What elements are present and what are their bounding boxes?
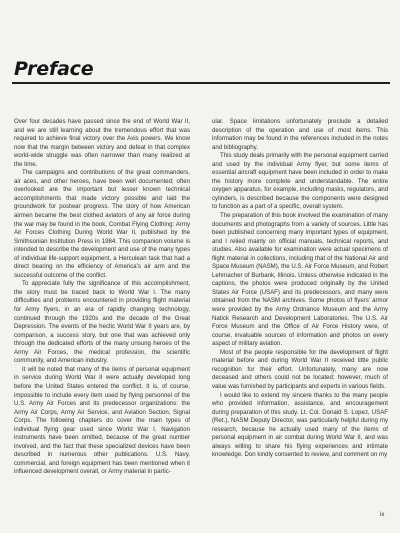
paragraph: To appreciate fully the significance of this accomplishment, the story must be traced back to World War I. The many difficulties and problems encountered in providing flight material for Army flyers, in an era of rapidly changing technology, continued through the 1920s and the decade of the Great Depression. The events of the hectic World War II years are, by comparison, a success story, but one that was achieved only through the dedicated efforts of the many unsung heroes of the Army Air Forces, the medical profession, the scientific community, and American industry. xyxy=(14,280,190,365)
paragraph: I would like to extend my sincere thanks to the many people who provided information, assistance, and encouragement during preparation of this study. Lt. Col. Donald S. Lopez, USAF (Ret.), NASM Deputy Director, was particularly helpful during my research, because he actually used many of the items of personal equipment in air combat during World War II, and was always willing to share his flying experiences and intimate knowledge. Don kindly consented to review, and comment on my xyxy=(212,391,388,459)
page-title: Preface xyxy=(14,58,94,80)
paragraph: Over four decades have passed since the end of World War II, and we are still learning about the tremendous effort that was required to achieve final victory over the Axis powers. We know now that the margin between victory and defeat in that complex world-wide struggle was often narrower than many realized at the time. xyxy=(14,118,190,168)
paragraph: Most of the people responsible for the development of flight material before and during World War II received little public recognition for their effort. Unfortunately, many are now deceased and others could not be located; however, much of value was furnished by participants and experts in various fields. xyxy=(212,348,388,390)
page-number: ix xyxy=(380,512,385,518)
paragraph: It will be noted that many of the items of personal equipment in service during World War II were actually developed long before the United States entered the conflict. It is, of course, impossible to include every item used by flying personnel of the U.S. Army Air Forces and its predecessor organizations: the Army Air Corps, Army Air Service, and Aviation Section, Signal Corps. The following chapters do cover the main types of individual flying gear used since World War I. Navigation instruments have been omitted, because of the great number involved, and the fact that these specialized devices have been described in numerous other publications. U.S. Navy, commercial, and foreign equipment has been mentioned when it influenced development overall, or Army material in partic- xyxy=(14,365,190,476)
title-rule xyxy=(12,82,390,84)
paragraph: ular. Space limitations unfortunately preclude a detailed description of the operation and use of most items. This information may be found in the references included in the notes and bibliography. xyxy=(212,118,388,151)
paragraph: The campaigns and contributions of the great commanders, air aces, and other heroes, have been well documented; often overlooked are the important but lesser known technical accomplishments that made victory possible and laid the groundwork for postwar progress. The story of how American airmen became the best clothed aviators of any air force during the war may be found in the book, Combat Flying Clothing: Army Air Forces Clothing During World War II, published by the Smithsonian Institution Press in 1984. This companion volume is intended to describe the development and use of the many types of individual life-support equipment, a Herculean task that had a direct bearing on the efficiency of America's air arm and the successful outcome of the conflict. xyxy=(14,169,190,279)
paragraph: This study deals primarily with the personal equipment carried and used by the individual Army flyer, but some items of essential aircraft equipment have been included in order to make the history more complete and understandable. The entire oxygen apparatus, for example, including masks, regulators, and cylinders, is described because the components were designed to function as a part of a specific, overall system. xyxy=(212,152,388,211)
paragraph: The preparation of this book involved the examination of many documents and photographs from a variety of sources. Little has been published concerning many important types of equipment, and I relied mainly on official manuals, technical reports, and studies. Also available for examination were actual specimens of flight material in collections, including that of the National Air and Space Museum (NASM), the U.S. Air Force Museum, and Robert Lehmacher of Burbank, Illinois. Unless otherwise indicated in the captions, the photos were produced originally by the United States Air Force (USAF) and its predecessors, and many were obtained from the NASM archives. Some photos of flyers' armor were provided by the Army Ordnance Museum and the Army Natick Research and Development Laboratories. The U.S. Air Force Museum and the Office of Air Force History were, of course, invaluable sources of information and photos on every aspect of military aviation. xyxy=(212,212,388,348)
right-column xyxy=(212,118,388,518)
left-column xyxy=(14,118,190,518)
